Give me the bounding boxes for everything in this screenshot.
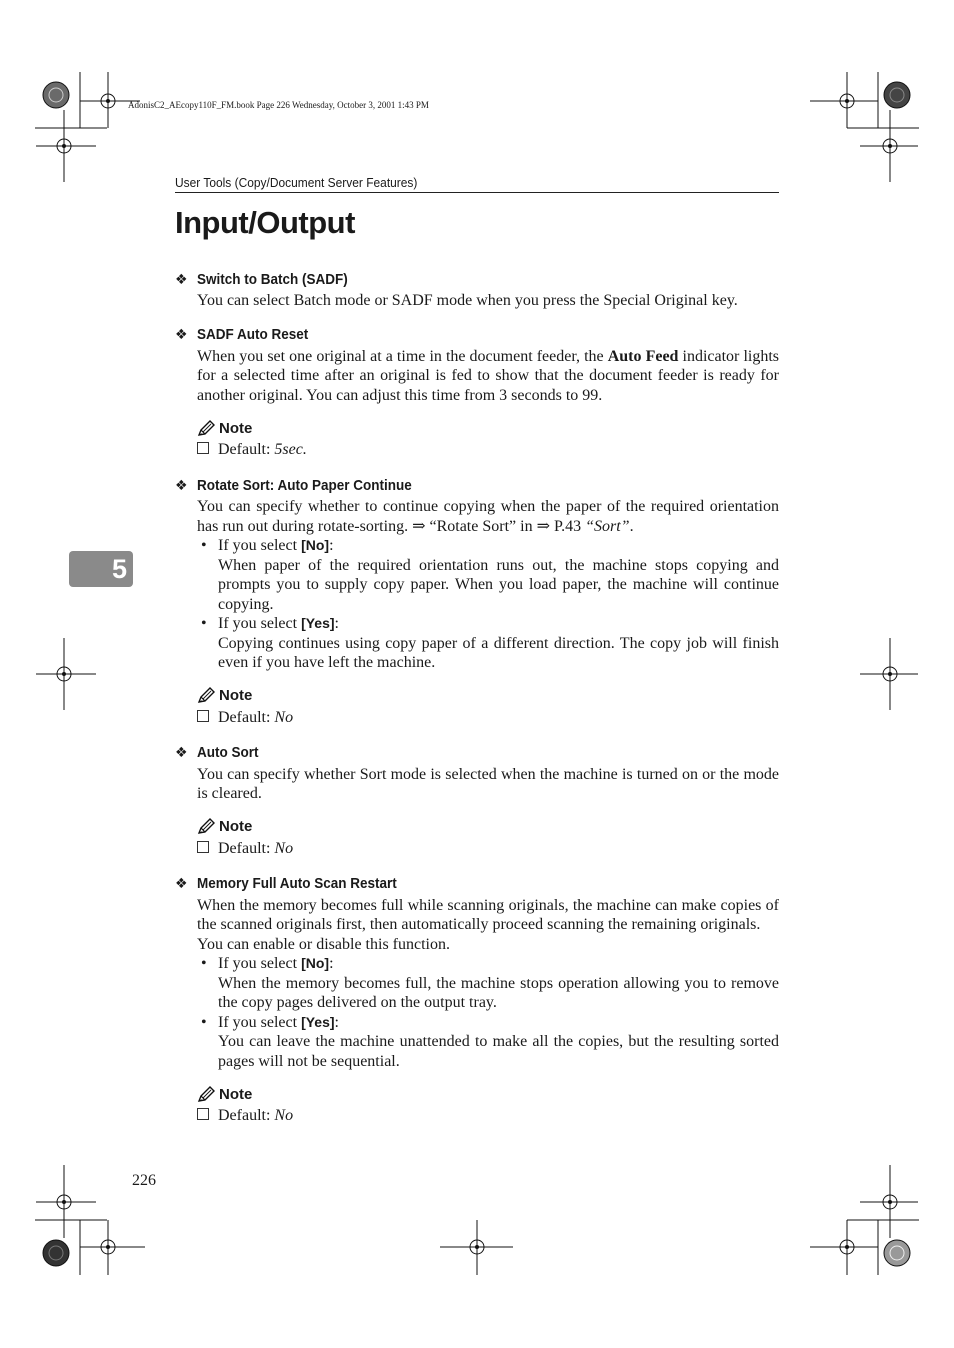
note-heading: Note — [197, 816, 779, 838]
diamond-bullet-icon: ❖ — [175, 744, 188, 760]
page-title: Input/Output — [175, 205, 355, 240]
print-metadata-line: AdonisC2_AEcopy110F_FM.book Page 226 Wednesday, October 3, 2001 1:43 PM — [128, 100, 429, 110]
diamond-bullet-icon: ❖ — [175, 326, 188, 342]
list-item: • If you select [Yes]: You can leave the machine unattended to make all the copies, but the resulting sorted pages will not be sequential. — [201, 1013, 779, 1070]
section-switch-to-batch — [175, 267, 779, 311]
diamond-bullet-icon: ❖ — [175, 875, 188, 891]
pencil-icon — [197, 420, 216, 437]
checkbox-glyph-icon — [197, 841, 209, 853]
section-rotate-sort — [175, 473, 779, 729]
page-content — [175, 267, 779, 1127]
note-block — [197, 685, 779, 729]
chapter-tab — [69, 551, 133, 587]
note-default: Default: No — [197, 707, 779, 729]
section-heading: ❖ SADF Auto Reset — [175, 326, 309, 343]
checkbox-glyph-icon — [197, 1108, 209, 1120]
key-label: [Yes] — [301, 615, 335, 631]
section-body: You can specify whether to continue copying when the paper of the required orientation has run out during rotate-sorting. ⇒ “Rotate Sort” in ⇒ P.43 “Sort”. — [197, 498, 779, 535]
section-heading: ❖ Switch to Batch (SADF) — [175, 270, 348, 288]
note-heading: Note — [197, 685, 779, 707]
option-list — [197, 954, 779, 1071]
checkbox-glyph-icon — [197, 442, 209, 454]
note-default: Default: 5sec. — [197, 439, 779, 461]
section-sadf-auto-reset — [175, 323, 779, 462]
list-item: • If you select [No]: When the memory becomes full, the machine stops operation allowing you to remove the copy pages delivered on the output tray. — [201, 955, 779, 1011]
section-heading: ❖ Memory Full Auto Scan Restart — [175, 875, 397, 892]
section-body: When you set one original at a time in the document feeder, the Auto Feed indicator lights for a selected time after an original is fed to show that the document feeder is ready for another original. You can adjust this time from 3 seconds to 99. — [197, 347, 780, 404]
diamond-bullet-icon: ❖ — [175, 270, 188, 287]
note-heading: Note — [197, 1083, 779, 1105]
running-header: User Tools (Copy/Document Server Features) — [175, 175, 418, 190]
header-rule — [175, 192, 779, 193]
key-label: [No] — [301, 537, 330, 553]
note-block — [197, 417, 779, 461]
checkbox-glyph-icon — [197, 710, 209, 722]
pencil-icon — [197, 1086, 216, 1103]
note-block — [197, 1083, 779, 1127]
section-body-secondary: You can enable or disable this function. — [197, 935, 450, 953]
auto-feed-indicator-name: Auto Feed — [607, 347, 679, 365]
pencil-icon — [197, 687, 216, 704]
key-label: [Yes] — [301, 1013, 335, 1030]
page-number: 226 — [132, 1172, 156, 1189]
list-item: • If you select [Yes]: Copying continues using copy paper of a different direction. The copy job will finish even if you have left the machine. — [201, 615, 779, 671]
option-list — [197, 536, 779, 673]
section-auto-sort — [175, 741, 779, 860]
section-body: When the memory becomes full while scanning originals, the machine can make copies of the scanned originals first, then automatically proceed scanning the remaining originals. — [197, 896, 779, 933]
note-default: Default: No — [197, 1105, 779, 1127]
chapter-number: 5 — [111, 554, 127, 584]
note-block — [197, 816, 779, 860]
key-label: [No] — [301, 955, 330, 971]
section-heading: ❖ Rotate Sort: Auto Paper Continue — [175, 476, 412, 494]
section-memory-full-auto-scan-restart — [175, 872, 779, 1128]
section-body: You can specify whether Sort mode is selected when the machine is turned on or the mode is cleared. — [197, 765, 779, 802]
note-default: Default: No — [197, 838, 779, 860]
section-body: You can select Batch mode or SADF mode when you press the Special Original key. — [197, 292, 738, 309]
diamond-bullet-icon: ❖ — [175, 476, 188, 493]
pencil-icon — [197, 818, 216, 835]
list-item: • If you select [No]: When paper of the required orientation runs out, the machine stops copying and prompts you to supply copy paper. When you load paper, the machine will continue copying. — [201, 537, 779, 613]
cross-reference-link[interactable]: “Sort” — [585, 517, 630, 535]
section-heading: ❖ Auto Sort — [175, 744, 259, 761]
note-heading: Note — [197, 417, 779, 439]
